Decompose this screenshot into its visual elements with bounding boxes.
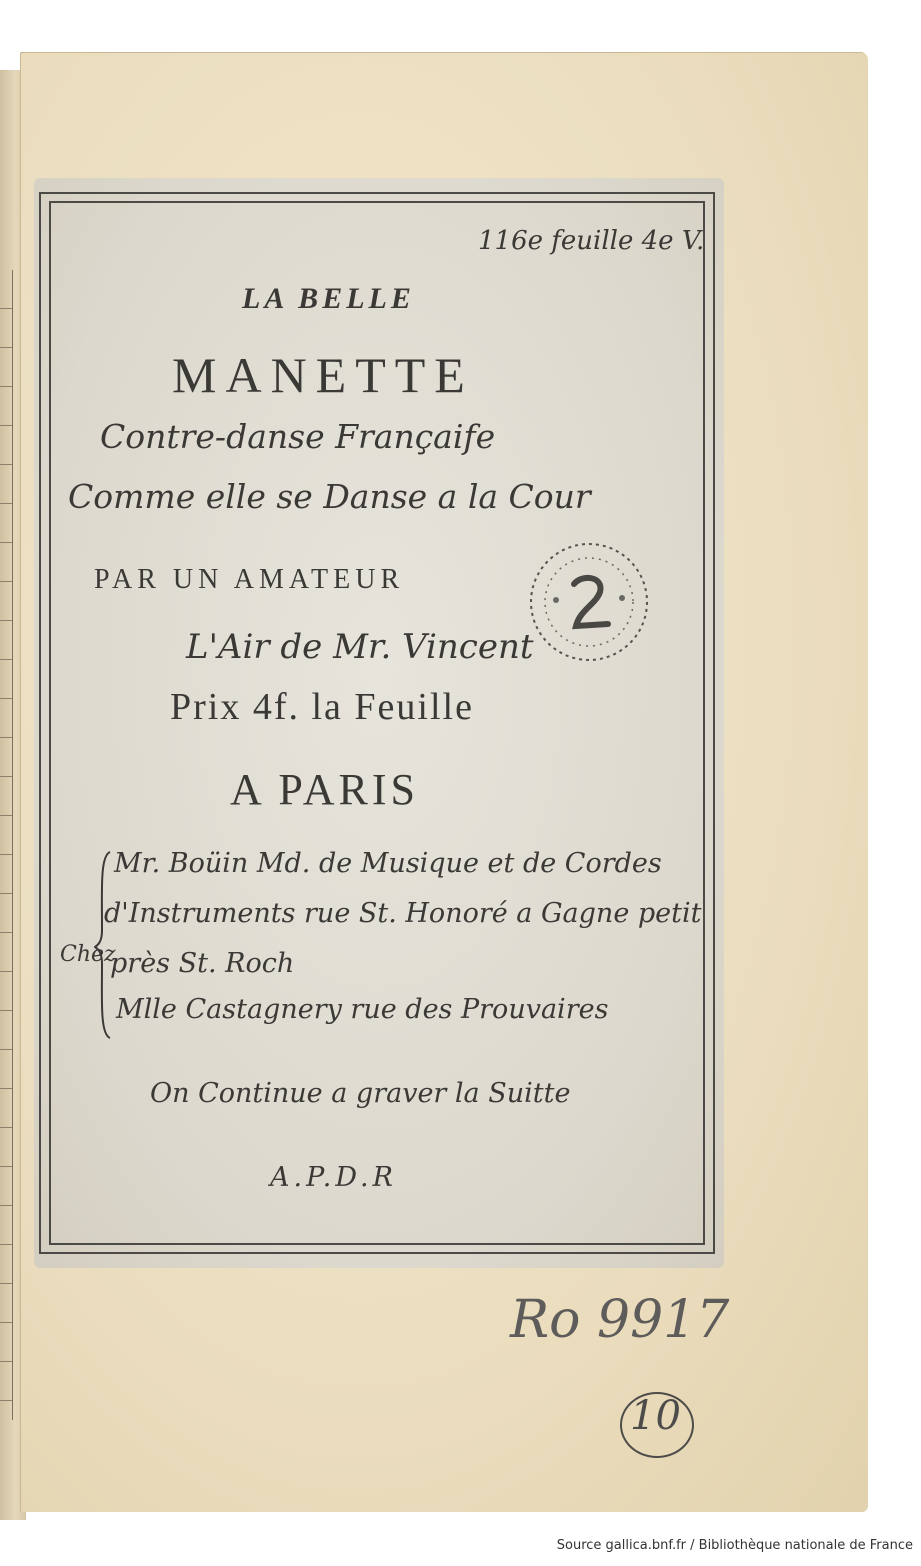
address-line-3: près St. Roch	[110, 948, 295, 979]
title-line-1: LA BELLE	[242, 282, 415, 315]
source-footer: Source gallica.bnf.fr / Bibliothèque nationale de France	[556, 1538, 913, 1553]
continuation-note: On Continue a graver la Suitte	[150, 1078, 571, 1109]
shelfmark-number: 10	[630, 1393, 681, 1439]
subtitle-line-2: Comme elle se Danse a la Cour	[68, 477, 591, 516]
address-line-1: Mr. Boüin Md. de Musique et de Cordes	[114, 848, 662, 879]
privilege-mark: A.P.D.R	[270, 1162, 397, 1193]
city-line: A PARIS	[230, 765, 420, 814]
previous-leaf-staves	[0, 270, 13, 1420]
subtitle-line-1: Contre-danse Françaife	[100, 417, 496, 456]
plate-reference: 116e feuille 4e V.	[478, 226, 705, 256]
author-line: PAR UN AMATEUR	[94, 564, 405, 595]
air-line: L'Air de Mr. Vincent	[186, 627, 534, 667]
library-stamp-icon	[526, 540, 652, 664]
address-line-2: d'Instruments rue St. Honoré a Gagne petit	[104, 898, 702, 929]
chez-label: Chez	[60, 942, 116, 967]
title-line-2: MANETTE	[172, 347, 474, 403]
shelfmark-code: Ro 9917	[510, 1290, 730, 1350]
price-line: Prix 4f. la Feuille	[170, 686, 474, 728]
address-line-4: Mlle Castagnery rue des Prouvaires	[116, 994, 609, 1025]
